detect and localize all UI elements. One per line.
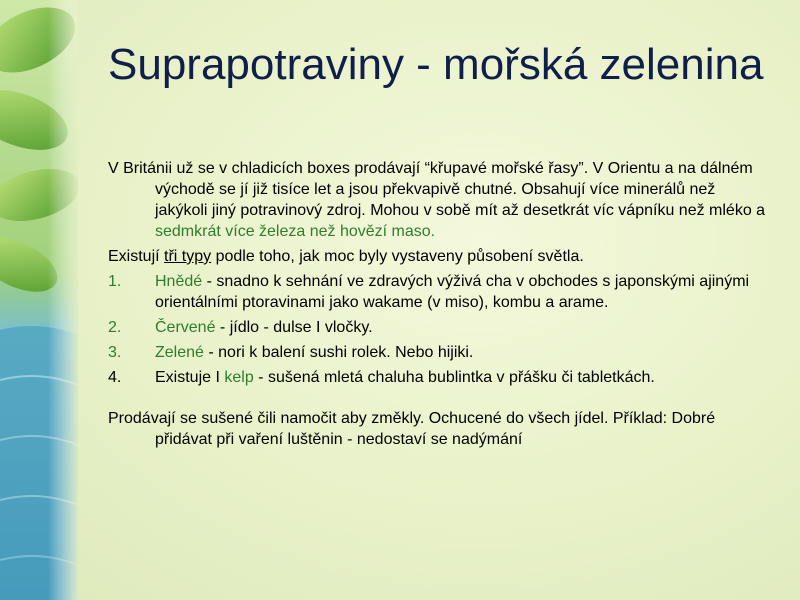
paragraph-intro xyxy=(108,158,768,242)
type-name: Červené xyxy=(155,319,216,336)
slide-title: Suprapotraviny - mořská zelenina xyxy=(108,40,764,89)
list-number: 1. xyxy=(108,273,122,290)
type-desc: - jídlo - dulse I vločky. xyxy=(215,319,373,336)
paragraph-usage: Prodávají se sušené čili namočit aby změkly. Ochucené do všech jídel. Příklad: Dobré přidávat při vaření luštěnin - nedostaví se nadýmání xyxy=(108,410,716,448)
type-desc: - nori k balení sushi rolek. Nebo hijiki. xyxy=(203,344,474,361)
intro-text: V Británii už se v chladicích boxes prodávají “křupavé mořské řasy”. V Orientu a na dálném východě se jí již tisíce let a jsou překvapivě chutné. Obsahují více minerálů než jakýkoli jiný potravinový zdroj. Mohou v sobě mít až desetkrát víc vápníku než mléko a xyxy=(108,160,766,219)
leaves-water-decoration xyxy=(0,0,78,600)
type-desc: - snadno k sehnání ve zdravých výživá cha v obchodes s japonskými ajinými orientálními ptoravinami jako wakame (v miso), kombu a arame. xyxy=(155,273,750,311)
type-name: Zelené xyxy=(155,344,204,361)
list-number: 2. xyxy=(108,319,122,336)
seaweed-types-list xyxy=(108,271,768,388)
type-name: Hnědé xyxy=(155,273,203,290)
list-item xyxy=(108,342,768,363)
list-number: 4. xyxy=(108,369,122,386)
list-item xyxy=(108,317,768,338)
list-item xyxy=(108,367,768,388)
types-after: podle toho, jak moc byly vystaveny působení světla. xyxy=(211,248,584,265)
intro-highlight: sedmkrát více železa než hovězí maso. xyxy=(155,223,436,240)
paragraph-types xyxy=(108,246,768,267)
list-number: 3. xyxy=(108,344,122,361)
list-item xyxy=(108,271,768,313)
types-before: Existují xyxy=(108,248,165,265)
type-name: kelp xyxy=(224,369,254,386)
type-desc: - sušená mletá chaluha bublintka v přášku či tabletkách. xyxy=(253,369,655,386)
types-underlined: tři typy xyxy=(164,248,212,265)
slide-body xyxy=(108,158,768,454)
type-prefix: Existuje I xyxy=(155,369,225,386)
